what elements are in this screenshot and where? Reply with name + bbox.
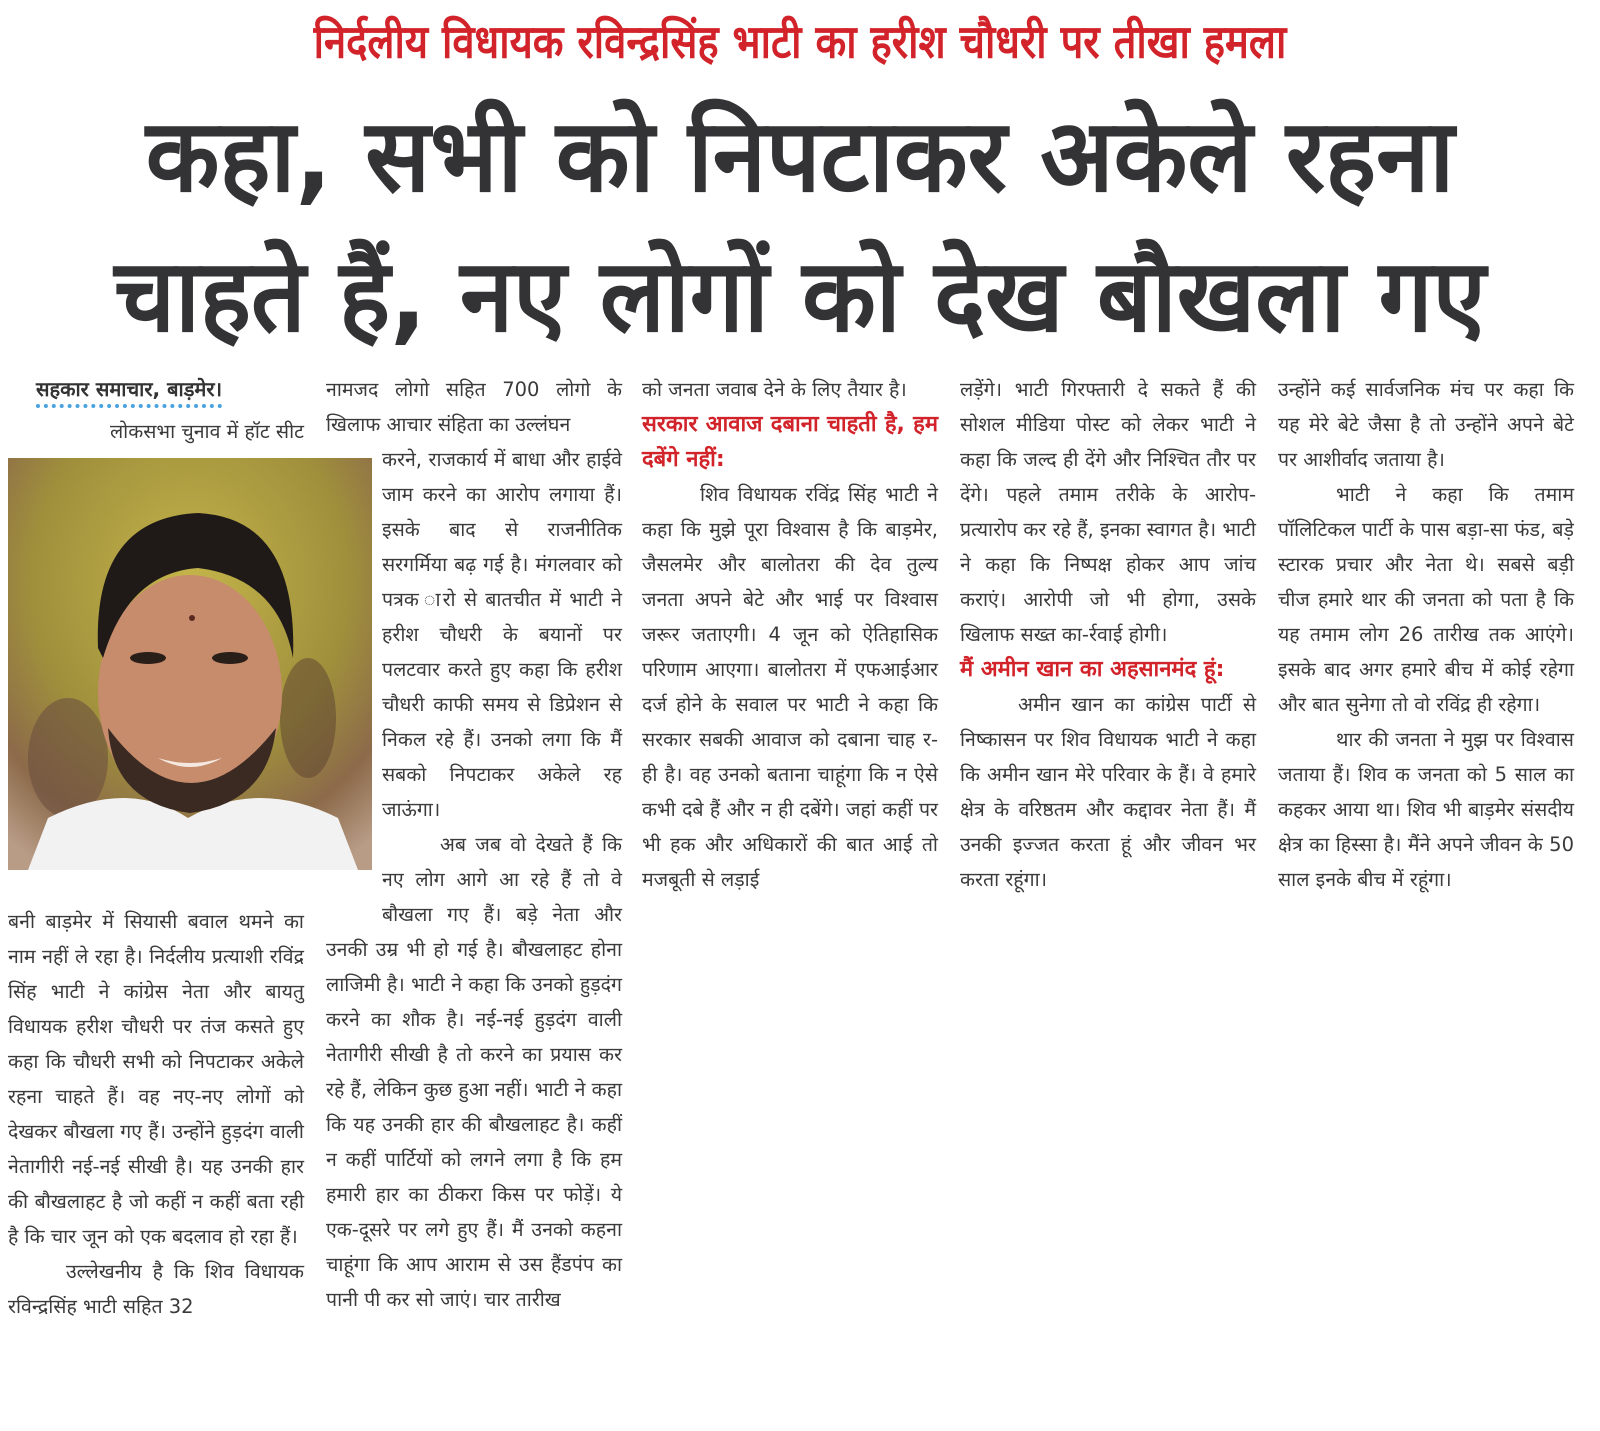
column-4 xyxy=(960,372,1256,897)
column-5 xyxy=(1278,372,1574,897)
byline: सहकार समाचार, बाड़मेर। xyxy=(36,374,222,408)
column-1-paragraph: बनी बाड़मेर में सियासी बवाल थमने का नाम नहीं ले रहा है। निर्दलीय प्रत्याशी रविंद्र सिंह भाटी ने कांग्रेस नेता और बायतु विधायक हरीश चौधरी पर तंज कसते हुए कहा कि चौधरी सभी को निपटाकर अकेले रहना चाहते हैं। वह नए-नए लोगों को देखकर बौखला गए हैं। उन्होंने हुड़दंग वाली नेतागीरी नई-नई सीखी है। यह उनकी हार की बौखलाहट है जो कहीं न कहीं बता रही है कि चार जून को एक बदलाव हो रहा हैं। xyxy=(8,910,304,1248)
column-1 xyxy=(8,372,304,1324)
column-3 xyxy=(642,372,938,897)
subheading-amin-khan: मैं अमीन खान का अहसानमंद हूं: xyxy=(960,657,1225,682)
photo-wrap-space xyxy=(326,442,382,932)
column-3-paragraph: शिव विधायक रविंद्र सिंह भाटी ने कहा कि मुझे पूरा विश्वास है कि बाड़मेर, जैसलमेर और बालोतरा की देव तुल्य जनता अपने बेटे और भाई पर विश्वास जरूर जताएगी। 4 जून को ऐतिहासिक परिणाम आएगा। बालोतरा में एफआईआर दर्ज होने के सवाल पर भाटी ने कहा कि सरकार सबकी आवाज को दबाना चाह र-ही है। वह उनको बताना चाहूंगा कि न ऐसे कभी दबे हैं और न ही दबेंगे। जहां कहीं पर भी हक और अधिकारों की बात आई तो मजबूती से लड़ाई xyxy=(642,483,938,891)
kicker-headline: निर्दलीय विधायक रविन्द्रसिंह भाटी का हरीश चौधरी पर तीखा हमला xyxy=(313,16,1287,69)
main-headline-line-1: कहा, सभी को निपटाकर अकेले रहना xyxy=(145,97,1455,215)
column-4-paragraph: अमीन खान का कांग्रेस पार्टी से निष्कासन पर शिव विधायक भाटी ने कहा कि अमीन खान मेरे परिवार के हैं। वे हमारे क्षेत्र के वरिष्ठतम और कद्दावर नेता हैं। मैं उनकी इज्जत करता हूं और जीवन भर करता रहूंगा। xyxy=(960,693,1256,891)
main-headline-line-2: चाहते हैं, नए लोगों को देख बौखला गए xyxy=(114,237,1486,355)
column-2-paragraph: करने, राजकार्य में बाधा और हाईवे जाम करने का आरोप लगाया हैं। इसके बाद से राजनीतिक सरगर्मिया बढ़ गई है। मंगलवार को पत्रक ारो से बातचीत में भाटी ने हरीश चौधरी के बयानों पर पलटवार करते हुए कहा कि हरीश चौधरी काफी समय से डिप्रेशन से निकल रहे हैं। उनको लगा कि मैं सबको निपटाकर अकेले रह जाऊंगा। xyxy=(382,448,622,821)
column-2-paragraph: अब जब वो देखते हैं कि नए लोग आगे आ रहे हैं तो वे बौखला गए हैं। बड़े नेता और उनकी उम्र भी हो गई है। बौखलाहट होना लाजिमी है। भाटी ने कहा कि उनको हुड़दंग करने का शौक है। नई-नई हुड़दंग वाली नेतागीरी सीखी है तो करने का प्रयास कर रहे हैं, लेकिन कुछ हुआ नहीं। भाटी ने कहा कि यह उनकी हार की बौखलाहट है। कहीं न कहीं पार्टियों को लगने लगा है कि हम हमारी हार का ठीकरा किस पर फोड़ें। ये एक-दूसरे पर लगे हुए हैं। मैं उनको कहना चाहूंगा कि आप आराम से उस हैंडपंप का पानी पी कर सो जाएं। चार तारीख xyxy=(326,833,622,1311)
column-1-paragraph: उल्लेखनीय है कि शिव विधायक रविन्द्रसिंह भाटी सहित 32 xyxy=(8,1260,304,1318)
column-5-paragraph: थार की जनता ने मुझ पर विश्वास जताया हैं। शिव क जनता को 5 साल का कहकर आया था। शिव भी बाड़मेर संसदीय क्षेत्र का हिस्सा है। मैंने अपने जीवन के 50 साल इनके बीच में रहूंगा। xyxy=(1278,728,1574,891)
subheading-sarkar-awaz: सरकार आवाज दबाना चाहती है, हम दबेंगे नहीं: xyxy=(642,412,938,472)
column-5-paragraph: उन्होंने कई सार्वजनिक मंच पर कहा कि यह मेरे बेटे जैसा है तो उन्होंने अपने बेटे पर आशीर्वाद जताया है। xyxy=(1278,378,1574,471)
column-4-paragraph: लड़ेंगे। भाटी गिरफ्तारी दे सकते हैं की सोशल मीडिया पोस्ट को लेकर भाटी ने कहा कि जल्द ही देंगे और निश्चित तौर पर देंगे। पहले तमाम तरीके के आरोप-प्रत्यारोप कर रहे हैं, इनका स्वागत है। भाटी ने कहा कि निष्पक्ष होकर आप जांच कराएं। आरोपी जो भी होगा, उसके खिलाफ सख्त का-र्रवाई होगी। xyxy=(960,378,1256,646)
column-1-lead: लोकसभा चुनाव में हॉट सीट xyxy=(109,420,304,443)
column-2 xyxy=(326,372,622,1317)
column-3-paragraph: को जनता जवाब देने के लिए तैयार है। xyxy=(642,378,907,401)
column-2-paragraph: नामजद लोगो सहित 700 लोगो के खिलाफ आचार संहिता का उल्लंघन xyxy=(326,378,622,436)
photo-spacer xyxy=(8,449,304,904)
column-5-paragraph: भाटी ने कहा कि तमाम पॉलिटिकल पार्टी के पास बड़ा-सा फंड, बड़े स्टारक प्रचार और नेता थे। सबसे बड़ी चीज हमारे थार की जनता को पता है कि यह तमाम लोग 26 तारीख तक आएंगे। इसके बाद अगर हमारे बीच में कोई रहेगा और बात सुनेगा तो वो रविंद्र ही रहेगा। xyxy=(1278,483,1574,716)
